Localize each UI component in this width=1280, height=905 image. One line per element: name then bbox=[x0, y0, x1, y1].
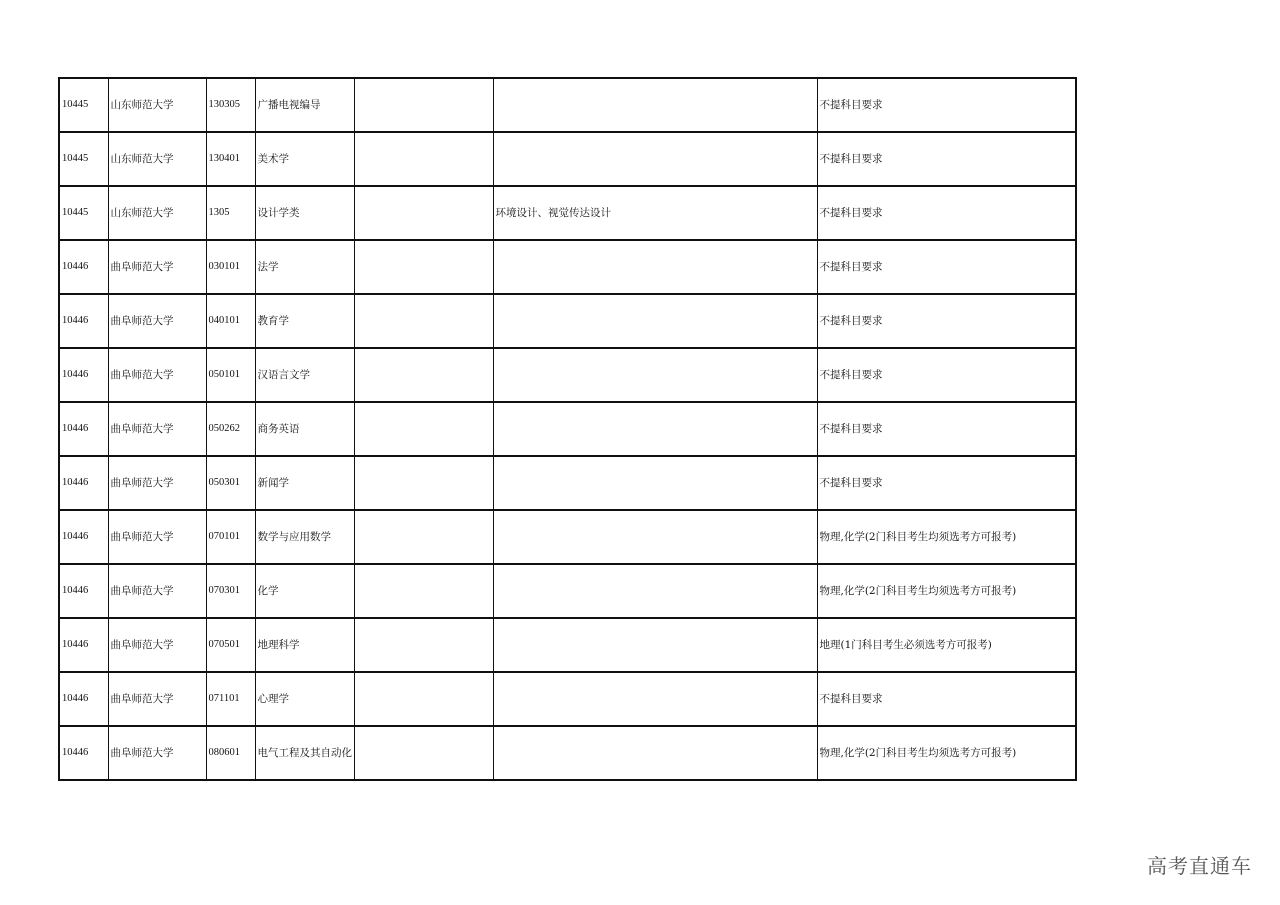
table-row bbox=[59, 564, 1076, 618]
subject-requirement-cell: 物理,化学(2门科目考生均须选考方可报考) bbox=[817, 510, 1076, 564]
major-name-cell: 广播电视编导 bbox=[255, 78, 354, 132]
table-row bbox=[59, 672, 1076, 726]
school-code-cell: 10446 bbox=[59, 672, 108, 726]
empty-cell bbox=[354, 510, 493, 564]
subject-requirements-table bbox=[58, 77, 1077, 781]
major-code-cell: 070501 bbox=[206, 618, 255, 672]
school-code-cell: 10446 bbox=[59, 726, 108, 780]
subject-requirement-cell: 不提科目要求 bbox=[817, 132, 1076, 186]
major-name-cell: 数学与应用数学 bbox=[255, 510, 354, 564]
school-code-cell: 10445 bbox=[59, 132, 108, 186]
school-code-cell: 10446 bbox=[59, 618, 108, 672]
table-row bbox=[59, 132, 1076, 186]
table-row bbox=[59, 402, 1076, 456]
included-majors-cell bbox=[493, 726, 817, 780]
subject-requirement-cell: 不提科目要求 bbox=[817, 456, 1076, 510]
school-code-cell: 10446 bbox=[59, 456, 108, 510]
major-name-cell: 美术学 bbox=[255, 132, 354, 186]
included-majors-cell bbox=[493, 402, 817, 456]
major-code-cell: 050262 bbox=[206, 402, 255, 456]
major-name-cell: 法学 bbox=[255, 240, 354, 294]
school-code-cell: 10446 bbox=[59, 294, 108, 348]
major-name-cell: 地理科学 bbox=[255, 618, 354, 672]
table-row bbox=[59, 456, 1076, 510]
school-name-cell: 曲阜师范大学 bbox=[108, 672, 206, 726]
school-name-cell: 曲阜师范大学 bbox=[108, 294, 206, 348]
major-name-cell: 教育学 bbox=[255, 294, 354, 348]
school-code-cell: 10446 bbox=[59, 402, 108, 456]
empty-cell bbox=[354, 726, 493, 780]
subject-requirement-cell: 不提科目要求 bbox=[817, 672, 1076, 726]
table-row bbox=[59, 294, 1076, 348]
school-name-cell: 曲阜师范大学 bbox=[108, 240, 206, 294]
table-row bbox=[59, 618, 1076, 672]
major-code-cell: 030101 bbox=[206, 240, 255, 294]
included-majors-cell bbox=[493, 132, 817, 186]
included-majors-cell bbox=[493, 510, 817, 564]
school-name-cell: 曲阜师范大学 bbox=[108, 402, 206, 456]
subject-requirement-cell: 不提科目要求 bbox=[817, 348, 1076, 402]
school-name-cell: 曲阜师范大学 bbox=[108, 618, 206, 672]
major-code-cell: 050301 bbox=[206, 456, 255, 510]
empty-cell bbox=[354, 402, 493, 456]
school-code-cell: 10445 bbox=[59, 78, 108, 132]
school-code-cell: 10446 bbox=[59, 510, 108, 564]
table-row bbox=[59, 240, 1076, 294]
table-row bbox=[59, 726, 1076, 780]
major-code-cell: 080601 bbox=[206, 726, 255, 780]
major-code-cell: 071101 bbox=[206, 672, 255, 726]
major-code-cell: 050101 bbox=[206, 348, 255, 402]
major-name-cell: 商务英语 bbox=[255, 402, 354, 456]
table-row bbox=[59, 186, 1076, 240]
included-majors-cell bbox=[493, 564, 817, 618]
major-name-cell: 心理学 bbox=[255, 672, 354, 726]
major-code-cell: 040101 bbox=[206, 294, 255, 348]
watermark-text: 高考直通车 bbox=[1147, 854, 1252, 878]
empty-cell bbox=[354, 348, 493, 402]
empty-cell bbox=[354, 456, 493, 510]
empty-cell bbox=[354, 240, 493, 294]
included-majors-cell bbox=[493, 348, 817, 402]
table-body bbox=[59, 78, 1076, 780]
empty-cell bbox=[354, 186, 493, 240]
subject-requirement-cell: 物理,化学(2门科目考生均须选考方可报考) bbox=[817, 726, 1076, 780]
major-name-cell: 新闻学 bbox=[255, 456, 354, 510]
empty-cell bbox=[354, 564, 493, 618]
included-majors-cell bbox=[493, 294, 817, 348]
included-majors-cell: 环境设计、视觉传达设计 bbox=[493, 186, 817, 240]
major-name-cell: 电气工程及其自动化 bbox=[255, 726, 354, 780]
school-name-cell: 山东师范大学 bbox=[108, 186, 206, 240]
major-code-cell: 1305 bbox=[206, 186, 255, 240]
empty-cell bbox=[354, 294, 493, 348]
table-row bbox=[59, 348, 1076, 402]
table-row bbox=[59, 78, 1076, 132]
major-code-cell: 070101 bbox=[206, 510, 255, 564]
major-code-cell: 070301 bbox=[206, 564, 255, 618]
school-name-cell: 山东师范大学 bbox=[108, 132, 206, 186]
school-name-cell: 曲阜师范大学 bbox=[108, 456, 206, 510]
included-majors-cell bbox=[493, 618, 817, 672]
table-row bbox=[59, 510, 1076, 564]
major-code-cell: 130305 bbox=[206, 78, 255, 132]
empty-cell bbox=[354, 618, 493, 672]
subject-requirement-cell: 物理,化学(2门科目考生均须选考方可报考) bbox=[817, 564, 1076, 618]
major-code-cell: 130401 bbox=[206, 132, 255, 186]
empty-cell bbox=[354, 78, 493, 132]
empty-cell bbox=[354, 672, 493, 726]
school-code-cell: 10446 bbox=[59, 348, 108, 402]
included-majors-cell bbox=[493, 456, 817, 510]
subject-requirement-cell: 不提科目要求 bbox=[817, 402, 1076, 456]
school-name-cell: 曲阜师范大学 bbox=[108, 510, 206, 564]
subject-requirement-cell: 不提科目要求 bbox=[817, 240, 1076, 294]
subject-requirement-cell: 不提科目要求 bbox=[817, 186, 1076, 240]
included-majors-cell bbox=[493, 78, 817, 132]
subject-requirement-cell: 不提科目要求 bbox=[817, 78, 1076, 132]
major-name-cell: 设计学类 bbox=[255, 186, 354, 240]
major-name-cell: 化学 bbox=[255, 564, 354, 618]
included-majors-cell bbox=[493, 672, 817, 726]
school-name-cell: 曲阜师范大学 bbox=[108, 726, 206, 780]
school-name-cell: 曲阜师范大学 bbox=[108, 348, 206, 402]
major-name-cell: 汉语言文学 bbox=[255, 348, 354, 402]
subject-requirement-cell: 地理(1门科目考生必须选考方可报考) bbox=[817, 618, 1076, 672]
school-name-cell: 曲阜师范大学 bbox=[108, 564, 206, 618]
school-name-cell: 山东师范大学 bbox=[108, 78, 206, 132]
subject-requirement-cell: 不提科目要求 bbox=[817, 294, 1076, 348]
included-majors-cell bbox=[493, 240, 817, 294]
school-code-cell: 10445 bbox=[59, 186, 108, 240]
school-code-cell: 10446 bbox=[59, 240, 108, 294]
school-code-cell: 10446 bbox=[59, 564, 108, 618]
empty-cell bbox=[354, 132, 493, 186]
